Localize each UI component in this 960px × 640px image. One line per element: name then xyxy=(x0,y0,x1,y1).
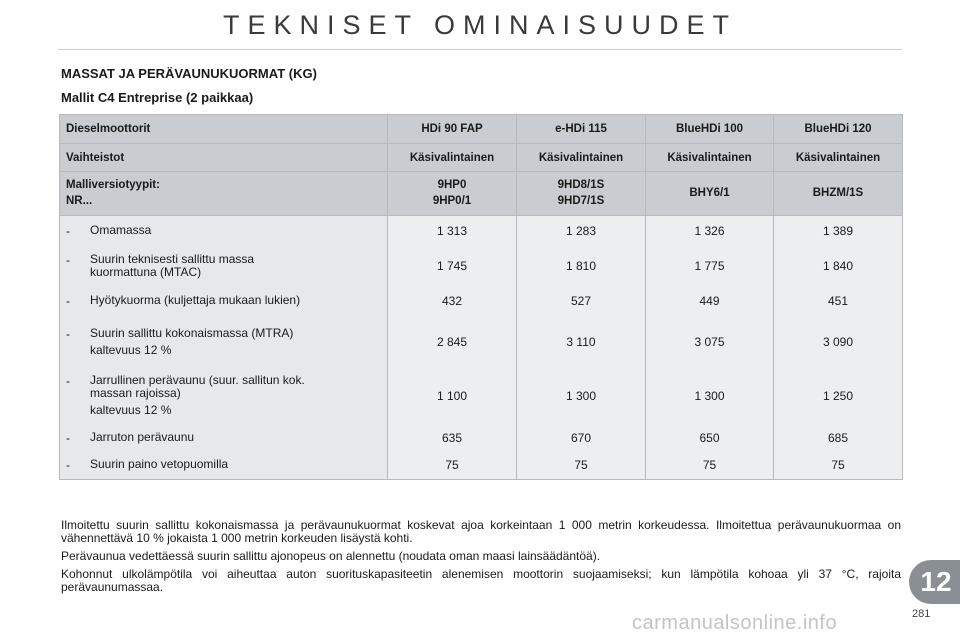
header-cell: BlueHDi 100 xyxy=(646,115,774,144)
row-bullet: - xyxy=(66,374,70,388)
row-label: Jarruton perävaunu xyxy=(90,429,195,444)
table-row xyxy=(60,368,903,424)
value-cell: 685 xyxy=(774,424,903,452)
row-label: Suurin paino vetopuomilla xyxy=(90,457,229,472)
value-cell: 670 xyxy=(517,424,646,452)
value-cell: 3 110 xyxy=(517,316,646,368)
row-bullet: - xyxy=(66,326,70,341)
value-cell: 449 xyxy=(646,286,774,316)
value-cell: 1 250 xyxy=(774,368,903,424)
table-row xyxy=(60,452,903,480)
notes xyxy=(61,519,901,599)
page-number: 281 xyxy=(912,608,931,620)
title-divider xyxy=(58,49,902,50)
mass-table xyxy=(59,114,903,480)
value-cell: 635 xyxy=(388,424,517,452)
header-cell: BlueHDi 120 xyxy=(774,115,903,144)
type-code: 9HP0/1 xyxy=(432,195,472,207)
table-header-row xyxy=(60,172,903,216)
row-label-continuation: massan rajoissa) xyxy=(90,386,181,400)
header-cell: Käsivalintainen xyxy=(774,144,903,172)
value-cell: 75 xyxy=(774,452,903,480)
value-cell: 451 xyxy=(774,286,903,316)
value-cell: 2 845 xyxy=(388,316,517,368)
header-cell: e-HDi 115 xyxy=(517,115,646,144)
value-cell: 75 xyxy=(646,452,774,480)
value-cell: 650 xyxy=(646,424,774,452)
value-cell: 527 xyxy=(517,286,646,316)
row-bullet: - xyxy=(66,252,70,267)
value-cell: 1 313 xyxy=(388,216,517,246)
watermark: carmanualsonline.info xyxy=(632,612,838,634)
row-label-cell xyxy=(60,452,388,480)
header-cell: Vaihteistot xyxy=(60,144,388,172)
value-cell: 1 840 xyxy=(774,246,903,286)
value-cell: 3 075 xyxy=(646,316,774,368)
subsection-title: Mallit C4 Entreprise (2 paikkaa) xyxy=(61,90,254,105)
value-cell: 1 775 xyxy=(646,246,774,286)
row-bullet: - xyxy=(66,458,70,473)
row-bullet: - xyxy=(66,223,70,238)
header-cell xyxy=(388,172,517,216)
row-label-continuation: kuormattuna (MTAC) xyxy=(90,264,202,279)
header-cell: Käsivalintainen xyxy=(646,144,774,172)
row-label-cell xyxy=(60,286,388,316)
row-label: Suurin sallittu kokonaismassa (MTRA) xyxy=(90,325,294,340)
note-paragraph: Perävaunua vedettäessä suurin sallittu ajonopeus on alennettu (noudata oman maasi lainsäädäntöä). xyxy=(61,549,601,563)
row-label-cell xyxy=(60,424,388,452)
chapter-tab xyxy=(909,560,960,604)
value-cell: 1 300 xyxy=(517,368,646,424)
section-title: MASSAT JA PERÄVAUNUKUORMAT (KG) xyxy=(61,66,317,81)
table-row xyxy=(60,216,903,246)
table-row xyxy=(60,316,903,368)
header-label-line: NR... xyxy=(66,195,93,207)
table-header-row xyxy=(60,115,903,144)
value-cell: 75 xyxy=(517,452,646,480)
header-cell: HDi 90 FAP xyxy=(388,115,517,144)
row-label: Suurin teknisesti sallittu massa xyxy=(90,251,255,266)
row-label-cell xyxy=(60,216,388,246)
note-paragraph: Ilmoitettu suurin sallittu kokonaismassa ja perävaunukuormat koskevat ajoa korkeintaan 1 000 metrin korkeudessa. Ilmoitettua perävaunukuormaa on vähennettävä 10 % jokaista 1 000 metrin korkeuden lisäystä kohti. xyxy=(61,518,901,545)
value-cell: 1 283 xyxy=(517,216,646,246)
table-header-row xyxy=(60,144,903,172)
header-cell xyxy=(60,172,388,216)
table-row xyxy=(60,246,903,286)
page-title: TEKNISET OMINAISUUDET xyxy=(222,10,738,40)
note-paragraph: Kohonnut ulkolämpötila voi aiheuttaa auton suorituskapasiteetin alenemisen moottorin suojaamiseksi; kun lämpötila kohoaa yli 37 °C, rajoita perävaunumassaa. xyxy=(61,567,901,594)
row-label-cell xyxy=(60,316,388,368)
value-cell: 75 xyxy=(388,452,517,480)
header-cell xyxy=(517,172,646,216)
type-code: BHZM/1S xyxy=(812,187,864,199)
type-code: 9HP0 xyxy=(437,179,467,191)
type-code: 9HD7/1S xyxy=(557,195,605,207)
header-cell xyxy=(646,172,774,216)
value-cell: 1 300 xyxy=(646,368,774,424)
row-sublabel: kaltevuus 12 % xyxy=(90,342,172,357)
header-cell: Käsivalintainen xyxy=(517,144,646,172)
value-cell: 1 389 xyxy=(774,216,903,246)
row-bullet: - xyxy=(66,430,70,445)
value-cell: 1 810 xyxy=(517,246,646,286)
header-cell xyxy=(774,172,903,216)
row-sublabel: kaltevuus 12 % xyxy=(90,403,172,417)
value-cell: 1 745 xyxy=(388,246,517,286)
row-label-cell xyxy=(60,368,388,424)
header-label-line: Malliversiotyypit: xyxy=(66,179,160,191)
value-cell: 1 100 xyxy=(388,368,517,424)
row-label: Hyötykuorma (kuljettaja mukaan lukien) xyxy=(90,292,301,307)
header-cell: Käsivalintainen xyxy=(388,144,517,172)
chapter-number: 12 xyxy=(920,566,952,597)
row-label: Jarrullinen perävaunu (suur. sallitun kok. xyxy=(90,373,305,387)
row-label: Omamassa xyxy=(90,222,152,237)
value-cell: 1 326 xyxy=(646,216,774,246)
type-code: 9HD8/1S xyxy=(557,179,605,191)
value-cell: 432 xyxy=(388,286,517,316)
header-cell: Dieselmoottorit xyxy=(60,115,388,144)
type-code: BHY6/1 xyxy=(689,187,730,199)
value-cell: 3 090 xyxy=(774,316,903,368)
table-row xyxy=(60,424,903,452)
row-bullet: - xyxy=(66,293,70,308)
table-row xyxy=(60,286,903,316)
row-label-cell xyxy=(60,246,388,286)
